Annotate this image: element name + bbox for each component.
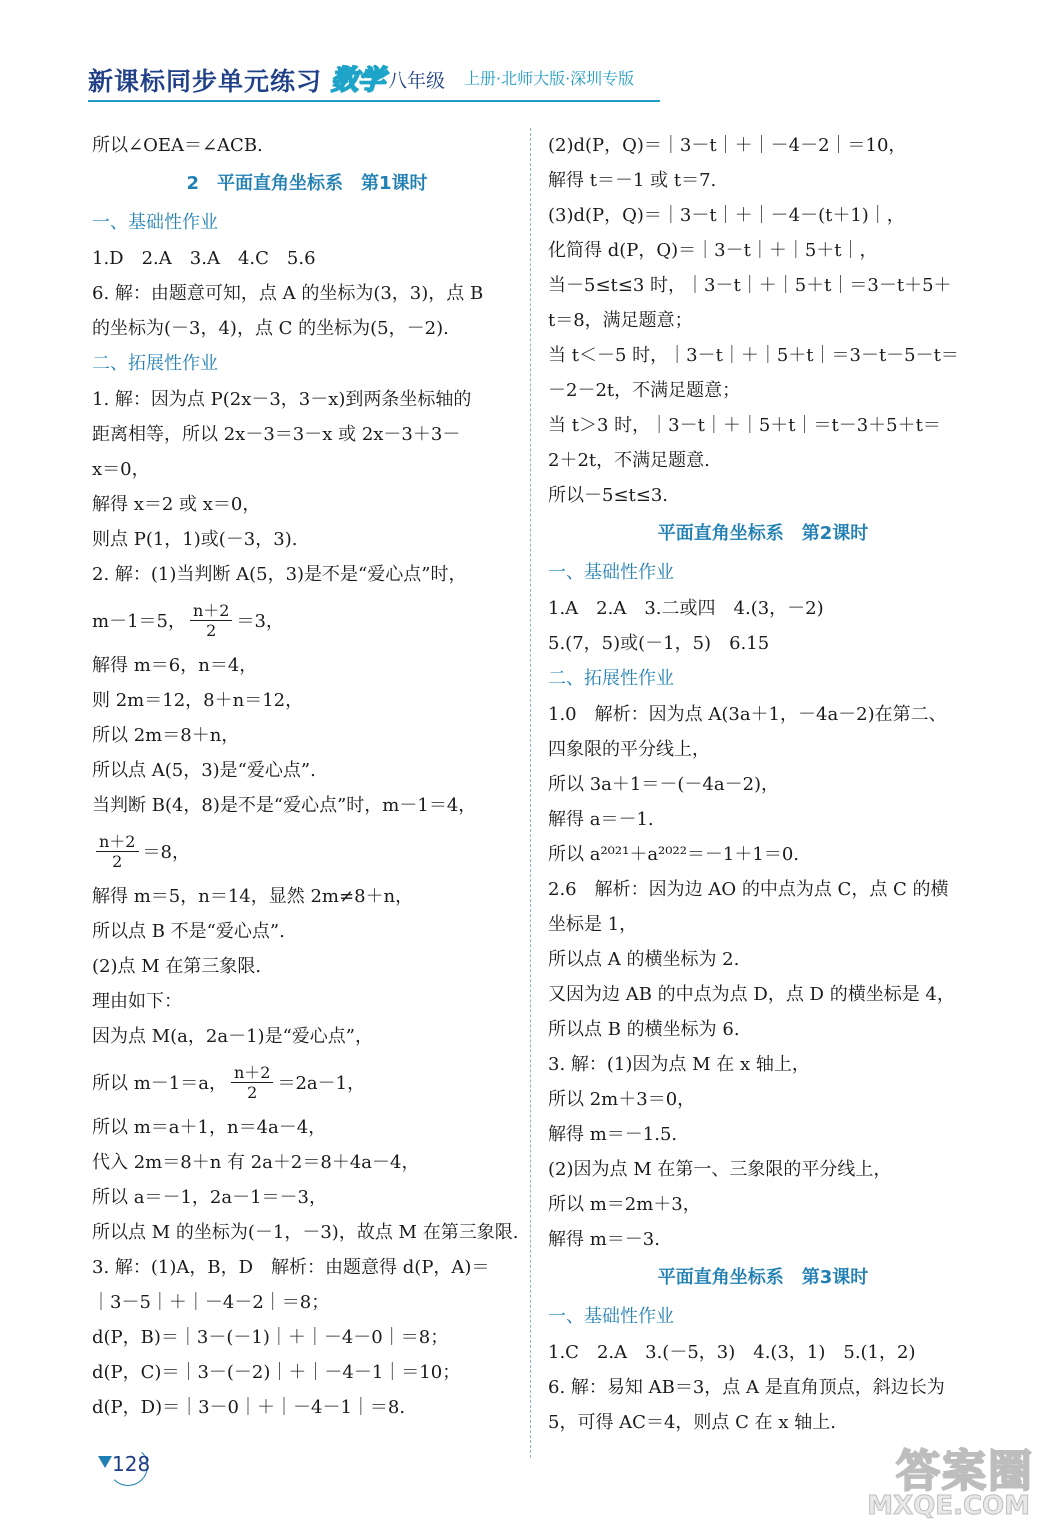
text-line: 5，可得 AC＝4，则点 C 在 x 轴上. (548, 1412, 836, 1433)
text-line: 坐标是 1， (548, 914, 638, 935)
text-line: 距离相等，所以 2x－3＝3－x 或 2x－3＋3－ (92, 424, 461, 445)
text-line: d(P，C)＝｜3－(－2)｜＋｜－4－1｜＝10； (92, 1362, 461, 1383)
text-line: 1.0 解析：因为点 A(3a＋1，－4a－2)在第二、 (548, 704, 947, 725)
subsection-heading: 一、基础性作业 (548, 1306, 674, 1327)
text-line: 3. 解：(1)A，B，D 解析：由题意得 d(P，A)＝ (92, 1257, 490, 1278)
text-line: d(P，D)＝｜3－0｜＋｜－4－1｜＝8. (92, 1397, 406, 1418)
text-line: x＝0， (92, 459, 150, 480)
fraction-numerator: n＋2 (231, 1063, 274, 1083)
fraction-denominator: 2 (206, 620, 217, 640)
page-number-badge (98, 1446, 151, 1484)
text-line: 所以 2m＋3＝0， (548, 1089, 696, 1110)
subsection-heading: 二、拓展性作业 (92, 353, 218, 374)
subject-label: 数学 (331, 65, 385, 96)
text-line: 化简得 d(P，Q)＝｜3－t｜＋｜5＋t｜， (548, 240, 878, 261)
watermark-logo (868, 1435, 1038, 1527)
answer-line: 5.(7，5)或(－1，5) 6.15 (548, 633, 770, 654)
section-title: 平面直角坐标系 第3课时 (657, 1267, 869, 1288)
text-line: (2)d(P，Q)＝｜3－t｜＋｜－4－2｜＝10， (548, 135, 907, 156)
fraction-denominator: 2 (112, 851, 123, 871)
answer-line: 1.A 2.A 3.二或四 4.(3，－2) (548, 598, 824, 619)
fraction (96, 832, 139, 871)
text-line: 2.6 解析：因为边 AO 的中点为点 C，点 C 的横 (548, 879, 949, 900)
text-line: 解得 x＝2 或 x＝0， (92, 494, 261, 515)
text-line: 2. 解：(1)当判断 A(5，3)是不是“爱心点”时， (92, 564, 467, 585)
text-line: 解得 m＝6，n＝4， (92, 655, 258, 676)
fraction (190, 601, 233, 640)
text-line: 理由如下： (92, 991, 182, 1012)
text-line: 的坐标为(－3，4)，点 C 的坐标为(5，－2). (92, 318, 449, 339)
text-line: 1. 解：因为点 P(2x－3，3－x)到两条坐标轴的 (92, 389, 472, 410)
text-line: 又因为边 AB 的中点为点 D，点 D 的横坐标是 4， (548, 984, 955, 1005)
text-line: 所以点 M 的坐标为(－1，－3)，故点 M 在第三象限. (92, 1222, 519, 1243)
text-line: (3)d(P，Q)＝｜3－t｜＋｜－4－(t＋1)｜， (548, 205, 905, 226)
text-line: 解得 t＝－1 或 t＝7. (548, 170, 717, 191)
fraction-denominator: 2 (247, 1082, 258, 1102)
text-line: 当判断 B(4，8)是不是“爱心点”时，m－1＝4， (92, 795, 477, 816)
text-line: 解得 m＝－3. (548, 1229, 660, 1250)
fraction-suffix: ＝2a－1， (277, 1073, 366, 1094)
watermark-text: 答案圈 (896, 1446, 1034, 1497)
subsection-heading: 一、基础性作业 (92, 212, 218, 233)
text-line: 则点 P(1，1)或(－3，3). (92, 529, 298, 550)
book-title: 新课标同步单元练习 (88, 67, 323, 96)
right-column (548, 128, 978, 1440)
fraction-suffix: ＝8， (142, 842, 190, 863)
text-line: 所以点 B 不是“爱心点”. (92, 921, 285, 942)
text-line: 所以点 A 的横坐标为 2. (548, 949, 740, 970)
text-line: 所以 m＝2m＋3， (548, 1194, 701, 1215)
fraction-suffix: ＝3， (236, 611, 284, 632)
text-line: 所以 a＝－1，2a－1＝－3， (92, 1187, 327, 1208)
text-line: 6. 解：由题意可知，点 A 的坐标为(3，3)，点 B (92, 283, 484, 304)
text-line: t＝8，满足题意； (548, 310, 693, 331)
text-line: d(P，B)＝｜3－(－1)｜＋｜－4－0｜＝8； (92, 1327, 449, 1348)
text-line: 所以∠OEA＝∠ACB. (92, 135, 263, 156)
text-line: 所以 3a＋1＝－(－4a－2)， (548, 774, 780, 795)
text-line: (2)点 M 在第三象限. (92, 956, 262, 977)
page-number: 128 (112, 1452, 151, 1476)
fraction-line (92, 1054, 522, 1110)
fraction-line (92, 823, 522, 879)
fraction-prefix: 所以 m－1＝a， (92, 1073, 227, 1094)
text-line: 解得 m＝5，n＝14，显然 2m≠8＋n， (92, 886, 414, 907)
text-line: 所以点 A(5，3)是“爱心点”. (92, 760, 316, 781)
text-line: 解得 m＝－1.5. (548, 1124, 678, 1145)
fraction-line (92, 592, 522, 648)
answer-line: 1.D 2.A 3.A 4.C 5.6 (92, 248, 316, 269)
text-line: 所以 m＝a＋1，n＝4a－4， (92, 1117, 327, 1138)
column-divider (530, 128, 531, 1458)
grade-label: 八年级 (388, 70, 446, 92)
text-line: 解得 a＝－1. (548, 809, 654, 830)
subsection-heading: 一、基础性作业 (548, 562, 674, 583)
text-line: 2＋2t，不满足题意. (548, 450, 710, 471)
fraction (231, 1063, 274, 1102)
text-line: 所以 2m＝8＋n， (92, 725, 240, 746)
text-line: 当 t＞3 时，｜3－t｜＋｜5＋t｜＝t－3＋5＋t＝ (548, 415, 941, 436)
fraction-numerator: n＋2 (96, 832, 139, 852)
answer-line: 1.C 2.A 3.(－5，3) 4.(3，1) 5.(1，2) (548, 1342, 916, 1363)
text-line: (2)因为点 M 在第一、三象限的平分线上， (548, 1159, 892, 1180)
text-line: 所以点 B 的横坐标为 6. (548, 1019, 740, 1040)
watermark-url: MXQE.COM (867, 1491, 1030, 1521)
fraction-prefix: m－1＝5， (92, 611, 186, 632)
fraction-numerator: n＋2 (190, 601, 233, 621)
section-title: 平面直角坐标系 第2课时 (657, 523, 869, 544)
section-title: 2 平面直角坐标系 第1课时 (186, 173, 428, 194)
text-line: 6. 解：易知 AB＝3，点 A 是直角顶点，斜边长为 (548, 1377, 945, 1398)
text-line: 因为点 M(a，2a－1)是“爱心点”， (92, 1026, 373, 1047)
text-line: 当－5≤t≤3 时，｜3－t｜＋｜5＋t｜＝3－t＋5＋ (548, 275, 952, 296)
text-line: 3. 解：(1)因为点 M 在 x 轴上， (548, 1054, 810, 1075)
text-line: ｜3－5｜＋｜－4－2｜＝8； (92, 1292, 330, 1313)
page-header (88, 58, 668, 102)
text-line: 所以 a²⁰²¹＋a²⁰²²＝－1＋1＝0. (548, 844, 799, 865)
text-line: －2－2t，不满足题意； (548, 380, 741, 401)
header-rule (88, 100, 660, 102)
text-line: 当 t＜－5 时，｜3－t｜＋｜5＋t｜＝3－t－5－t＝ (548, 345, 959, 366)
text-line: 所以－5≤t≤3. (548, 485, 669, 506)
text-line: 四象限的平分线上， (548, 739, 710, 760)
text-line: 则 2m＝12，8＋n＝12， (92, 690, 304, 711)
subsection-heading: 二、拓展性作业 (548, 668, 674, 689)
left-column (92, 128, 522, 1425)
text-line: 代入 2m＝8＋n 有 2a＋2＝8＋4a－4， (92, 1152, 420, 1173)
edition-label: 上册·北师大版·深圳专版 (464, 69, 635, 88)
